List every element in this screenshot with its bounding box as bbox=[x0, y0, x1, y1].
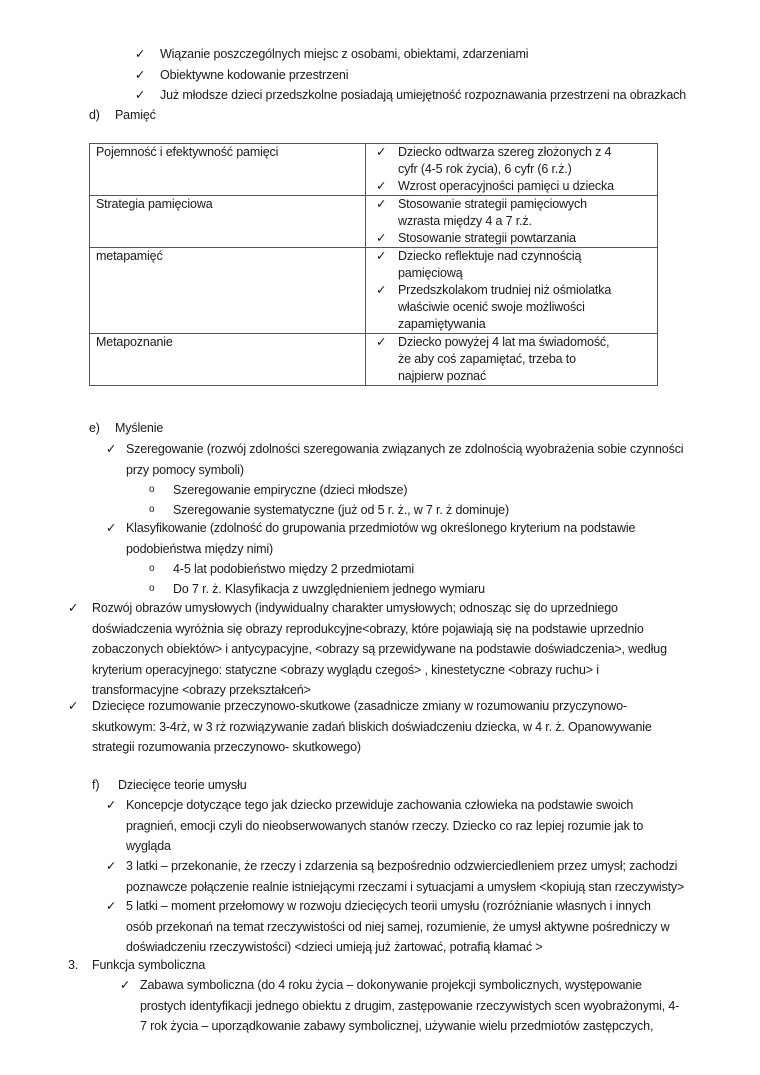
table-cell-items bbox=[366, 334, 658, 386]
check-icon: ✓ bbox=[376, 283, 387, 297]
section-e-marker: e) bbox=[89, 421, 100, 435]
circle-bullet-icon: o bbox=[149, 583, 155, 594]
check-icon: ✓ bbox=[119, 978, 131, 992]
check-icon: ✓ bbox=[134, 47, 146, 61]
check-icon: ✓ bbox=[376, 231, 387, 245]
cell-list-item: ✓ Wzrost operacyjności pamięci u dziecka bbox=[376, 179, 614, 193]
list-item-klasyfikowanie: Klasyfikowanie (zdolność do grupowania przedmiotów wg określonego kryterium na podstawie podobieństwa między nimi) bbox=[126, 521, 636, 556]
list-item: Koncepcje dotyczące tego jak dziecko przewiduje zachowania człowieka na podstawie swoich pragnień, emocji czyli do nieobserwowanych stanów rzeczy. Dziecko co raz lepiej rozumie jak to wygląda bbox=[126, 798, 644, 853]
list-item-rozumowanie: Dziecięce rozumowanie przeczynowo-skutkowe (zasadnicze zmiany w rozumowaniu przyczynowo- skutkowym: 3-4rż, w 3 rż rozwiązywanie zadań bliskich doświadczeniu dziecka, w 4 r. ż. Opanowywanie strategii rozumowania przeczynowo- skutkowego) bbox=[92, 699, 652, 754]
list-item-szeregowanie: Szeregowanie (rozwój zdolności szeregowania związanych ze zdolnością wyobrażenia sobie czynności przy pomocy symboli) bbox=[126, 442, 684, 477]
table-row bbox=[90, 144, 658, 196]
table-cell-items bbox=[366, 196, 658, 248]
list-item: Obiektywne kodowanie przestrzeni bbox=[160, 68, 349, 82]
table-row bbox=[90, 196, 658, 248]
list-item: 5 latki – moment przełomowy w rozwoju dziecięcych teorii umysłu (rozróżnianie własnych i innych osób przekonań na temat rzeczywistości od niej samej, rozumienie, że umysł aktywne pośredniczy w doświadczeniu rzeczywistości) <dzieci umieją już żartować, potrafią kłamać > bbox=[126, 899, 670, 954]
section-3-title: Funkcja symboliczna bbox=[92, 958, 206, 972]
cell-list-item: ✓ Dziecko odtwarza szereg złożonych z 4 cyfr (4-5 rok życia), 6 cyfr (6 r.ż.) bbox=[376, 145, 612, 176]
check-icon: ✓ bbox=[376, 145, 387, 159]
section-d-marker: d) bbox=[89, 108, 100, 122]
circle-bullet-icon: o bbox=[149, 563, 155, 574]
section-d-title: Pamięć bbox=[115, 108, 156, 122]
check-icon: ✓ bbox=[376, 335, 387, 349]
sub-list-item: Szeregowanie systematyczne (już od 5 r. ż., w 7 r. ż dominuje) bbox=[173, 503, 509, 517]
list-item-obrazy: Rozwój obrazów umysłowych (indywidualny charakter umysłowych; odnosząc się do uprzedniego doświadczenia wyróżnia się obrazy reprodukcyjne<obrazy, które pojawiają się na podstawie uprzednio zobaczonych obiektów> i antycypacyjne, <obrazy są przewidywane na podstawie doświadczenia>, według kryterium operacyjnego: statyczne <obrazy wyglądu czegoś> , kinestetyczne <obrazy ruchu> i transformacyjne <obrazy przekształceń> bbox=[92, 601, 667, 697]
table-cell-label: Metapoznanie bbox=[90, 334, 366, 386]
cell-list-item: ✓ Stosowanie strategii powtarzania bbox=[376, 231, 576, 245]
table-cell-label: Pojemność i efektywność pamięci bbox=[90, 144, 366, 196]
section-f-title: Dziecięce teorie umysłu bbox=[118, 778, 247, 792]
check-icon: ✓ bbox=[376, 197, 387, 211]
check-icon: ✓ bbox=[105, 521, 117, 535]
check-icon: ✓ bbox=[134, 88, 146, 102]
circle-bullet-icon: o bbox=[149, 484, 155, 495]
cell-list-item: ✓ Dziecko powyżej 4 lat ma świadomość, że aby coś zapamiętać, trzeba to najpierw poznać bbox=[376, 335, 610, 383]
section-3-marker: 3. bbox=[68, 958, 79, 972]
check-icon: ✓ bbox=[105, 899, 117, 913]
check-icon: ✓ bbox=[67, 699, 79, 713]
sub-list-item: Szeregowanie empiryczne (dzieci młodsze) bbox=[173, 483, 408, 497]
list-item: 3 latki – przekonanie, że rzeczy i zdarzenia są bezpośrednio odzwierciedleniem przez umysł; zachodzi poznawcze połączenie realnie istniejącymi rzeczami i sytuacjami a umysłem <kopiują stan rzeczywisty> bbox=[126, 859, 685, 894]
memory-table bbox=[89, 143, 658, 386]
check-icon: ✓ bbox=[376, 249, 387, 263]
table-row bbox=[90, 334, 658, 386]
sub-list-item: Do 7 r. ż. Klasyfikacja z uwzględnieniem jednego wymiaru bbox=[173, 582, 485, 596]
table-cell-items bbox=[366, 144, 658, 196]
cell-list-item: ✓ Stosowanie strategii pamięciowych wzrasta między 4 a 7 r.ż. bbox=[376, 197, 587, 228]
list-item: Już młodsze dzieci przedszkolne posiadają umiejętność rozpoznawania przestrzeni na obrazkach bbox=[160, 88, 687, 102]
section-f-marker: f) bbox=[92, 778, 100, 792]
check-icon: ✓ bbox=[105, 859, 117, 873]
list-item: Zabawa symboliczna (do 4 roku życia – dokonywanie projekcji symbolicznych, występowanie prostych identyfikacji jednego obiektu z drugim, zastępowanie rzeczywistych scen wyobrażonymi, 4- 7 rok życia – uporządkowanie zabawy symbolicznej, używanie wielu przedmiotów zastępczych, bbox=[140, 978, 680, 1033]
check-icon: ✓ bbox=[376, 179, 387, 193]
check-icon: ✓ bbox=[105, 798, 117, 812]
circle-bullet-icon: o bbox=[149, 504, 155, 515]
table-cell-items bbox=[366, 248, 658, 334]
check-icon: ✓ bbox=[134, 68, 146, 82]
check-icon: ✓ bbox=[105, 442, 117, 456]
table-row bbox=[90, 248, 658, 334]
table-cell-label: Strategia pamięciowa bbox=[90, 196, 366, 248]
sub-list-item: 4-5 lat podobieństwo między 2 przedmiotami bbox=[173, 562, 415, 576]
list-item: Wiązanie poszczególnych miejsc z osobami, obiektami, zdarzeniami bbox=[160, 47, 529, 61]
section-e-title: Myślenie bbox=[115, 421, 164, 435]
table-cell-label: metapamięć bbox=[90, 248, 366, 334]
check-icon: ✓ bbox=[67, 601, 79, 615]
cell-list-item: ✓ Dziecko reflektuje nad czynnością pamięciową bbox=[376, 249, 582, 280]
cell-list-item: ✓ Przedszkolakom trudniej niż ośmiolatka właściwie ocenić swoje możliwości zapamiętywania bbox=[376, 283, 612, 331]
